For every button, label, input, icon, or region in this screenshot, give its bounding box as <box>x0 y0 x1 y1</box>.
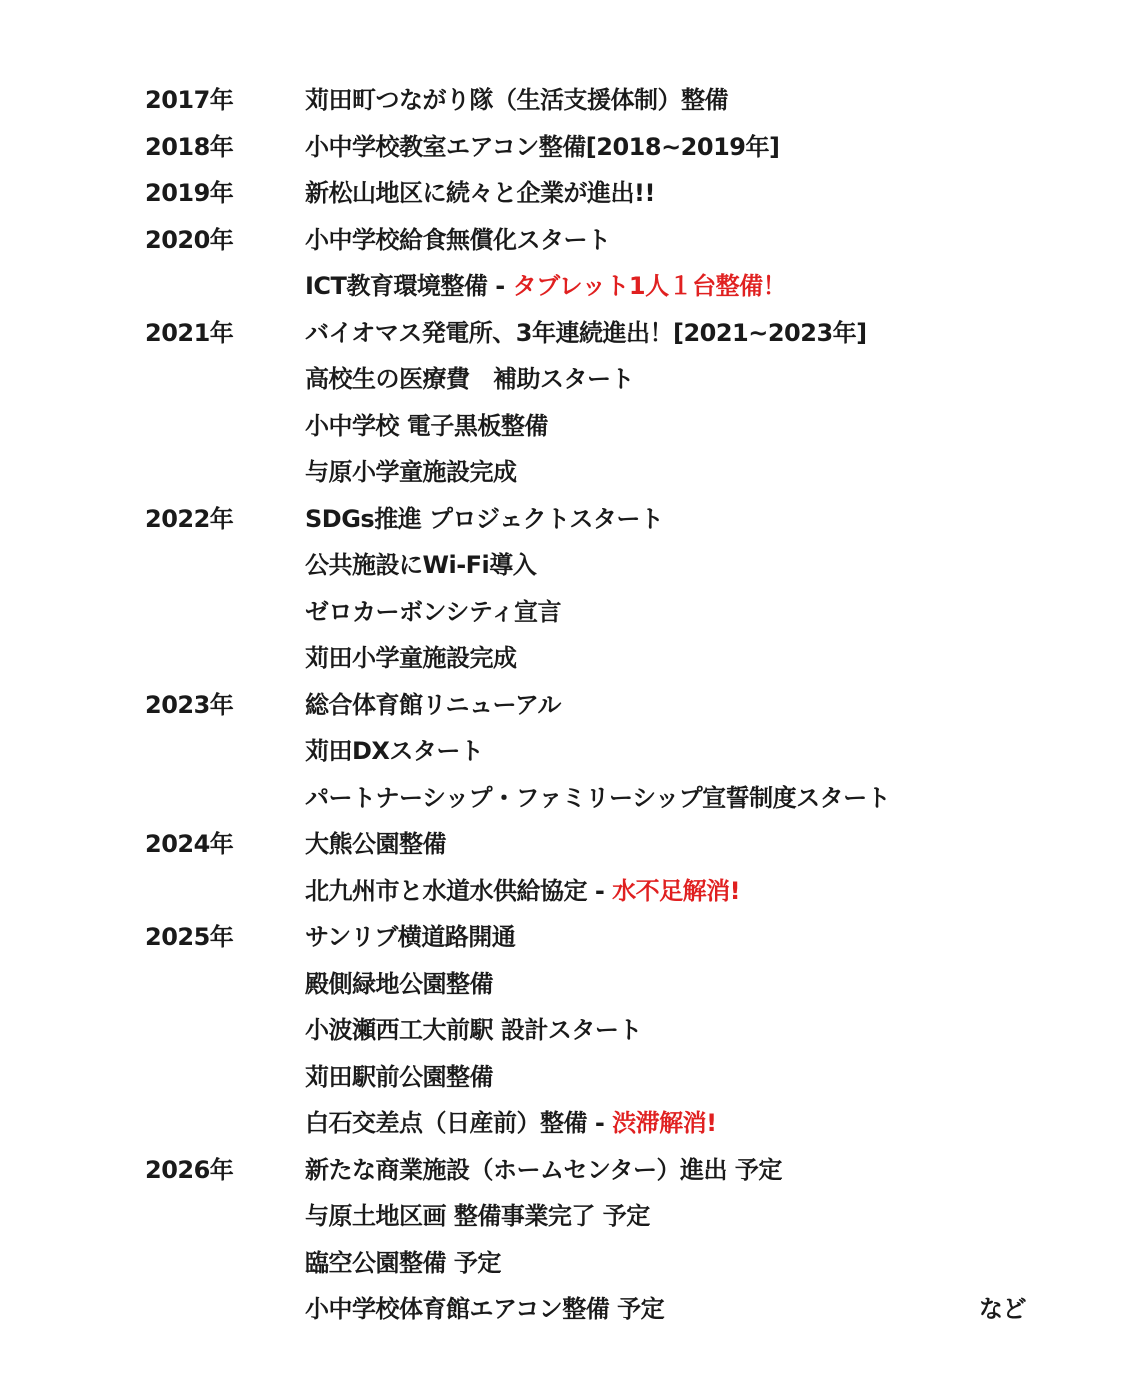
timeline-row <box>0 775 1122 822</box>
timeline-row <box>0 542 1122 589</box>
item-text: パートナーシップ・ファミリーシップ宣誓制度スタート <box>305 783 891 812</box>
year-label: 2020年 <box>145 225 234 254</box>
timeline-row <box>0 961 1122 1008</box>
item-text-wrap <box>305 542 536 589</box>
item-text: 北九州市と水道水供給協定 <box>305 876 587 905</box>
year-label: 2022年 <box>145 504 234 533</box>
timeline-row <box>0 217 1122 264</box>
year-label: 2018年 <box>145 132 234 161</box>
timeline-row <box>0 682 1122 729</box>
item-text-wrap <box>305 961 493 1008</box>
item-text: ICT教育環境整備 <box>305 272 488 300</box>
item-text: 与原土地区画 整備事業完了 予定 <box>305 1202 650 1230</box>
item-text-wrap <box>305 1147 782 1194</box>
year-label: 2025年 <box>145 923 234 951</box>
highlight-text: 渋滞解消! <box>612 1109 717 1137</box>
item-text: 小波瀬西工大前駅 設計スタート <box>305 1016 642 1044</box>
timeline-row <box>0 1147 1122 1194</box>
item-text-wrap <box>305 263 786 310</box>
year-label: 2024年 <box>145 830 234 858</box>
item-text: サンリブ横道路開通 <box>305 923 516 951</box>
item-text-wrap <box>305 217 611 264</box>
item-text: 小中学校給食無償化スタート <box>305 225 611 254</box>
item-text-wrap <box>305 682 561 729</box>
item-text-wrap <box>305 356 634 403</box>
item-text-wrap <box>305 1193 650 1240</box>
item-text-wrap <box>305 403 548 450</box>
year-label: 2019年 <box>145 179 234 207</box>
timeline-row <box>0 868 1122 915</box>
separator: - <box>587 876 613 905</box>
item-text-wrap <box>305 635 517 682</box>
item-text: 小中学校 電子黒板整備 <box>305 411 548 440</box>
item-text-wrap <box>305 728 483 775</box>
item-text-wrap <box>305 496 663 543</box>
item-text-wrap <box>305 821 446 868</box>
item-text-wrap <box>305 589 561 636</box>
item-text: 総合体育館リニューアル <box>305 690 561 719</box>
item-text-wrap <box>305 775 890 822</box>
item-text-wrap <box>305 1240 501 1287</box>
timeline-row <box>0 728 1122 775</box>
item-text-wrap <box>305 124 779 171</box>
item-text: 苅田小学童施設完成 <box>305 644 517 672</box>
timeline-row <box>0 1007 1122 1054</box>
item-text: 小中学校体育館エアコン整備 予定 <box>305 1295 665 1323</box>
separator: - <box>587 1109 613 1137</box>
item-text-wrap <box>305 1286 664 1333</box>
year-label: 2023年 <box>145 690 234 719</box>
etc-note: など <box>979 1295 1026 1323</box>
item-text: 公共施設にWi-Fi導入 <box>305 551 537 579</box>
item-text: 苅田町つながり隊（生活支援体制）整備 <box>305 86 728 114</box>
item-text-wrap <box>305 868 740 915</box>
item-text-wrap <box>305 1054 493 1101</box>
item-text: 臨空公園整備 予定 <box>305 1248 501 1277</box>
timeline-row <box>0 635 1122 682</box>
item-text: 白石交差点（日産前）整備 <box>305 1109 587 1137</box>
item-text-wrap <box>305 914 515 961</box>
timeline-row <box>0 1240 1122 1287</box>
item-text: 新たな商業施設（ホームセンター）進出 予定 <box>305 1155 782 1184</box>
timeline-row <box>0 170 1122 217</box>
timeline-row <box>0 403 1122 450</box>
item-text-wrap <box>305 1007 642 1054</box>
item-text: SDGs推進 プロジェクトスタート <box>305 504 664 533</box>
year-label: 2021年 <box>145 318 234 347</box>
item-text: 小中学校教室エアコン整備[2018~2019年] <box>305 132 780 161</box>
item-text: ゼロカーボンシティ宣言 <box>305 597 561 626</box>
item-text-wrap <box>305 170 655 217</box>
timeline-row <box>0 1193 1122 1240</box>
highlight-text: 水不足解消! <box>612 876 741 905</box>
timeline-row <box>0 310 1122 357</box>
year-label: 2017年 <box>145 86 234 114</box>
item-text-wrap <box>305 1100 717 1147</box>
timeline-row <box>0 263 1122 310</box>
timeline-row <box>0 449 1122 496</box>
year-label: 2026年 <box>145 1155 234 1184</box>
timeline-row <box>0 1100 1122 1147</box>
item-text: 苅田DXスタート <box>305 737 484 765</box>
timeline-row <box>0 821 1122 868</box>
timeline-row <box>0 356 1122 403</box>
timeline-row <box>0 77 1122 124</box>
highlight-text: タブレット1人１台整備！ <box>512 272 787 300</box>
timeline-row <box>0 1054 1122 1101</box>
timeline-row <box>0 496 1122 543</box>
timeline-row <box>0 914 1122 961</box>
timeline-row <box>0 589 1122 636</box>
item-text: 与原小学童施設完成 <box>305 458 517 486</box>
item-text-wrap <box>305 77 728 124</box>
item-text-wrap <box>305 310 867 357</box>
item-text: 大熊公園整備 <box>305 830 446 858</box>
item-text: 新松山地区に続々と企業が進出!! <box>305 179 655 207</box>
achievement-timeline <box>0 77 1122 1333</box>
item-text: 苅田駅前公園整備 <box>305 1062 493 1091</box>
timeline-row <box>0 124 1122 171</box>
item-text: バイオマス発電所、3年連続進出！[2021~2023年] <box>305 318 867 347</box>
item-text: 殿側緑地公園整備 <box>305 969 493 998</box>
separator: - <box>487 272 513 300</box>
item-text-wrap <box>305 449 517 496</box>
item-text: 高校生の医療費 補助スタート <box>305 365 634 393</box>
timeline-row <box>0 1286 1122 1333</box>
